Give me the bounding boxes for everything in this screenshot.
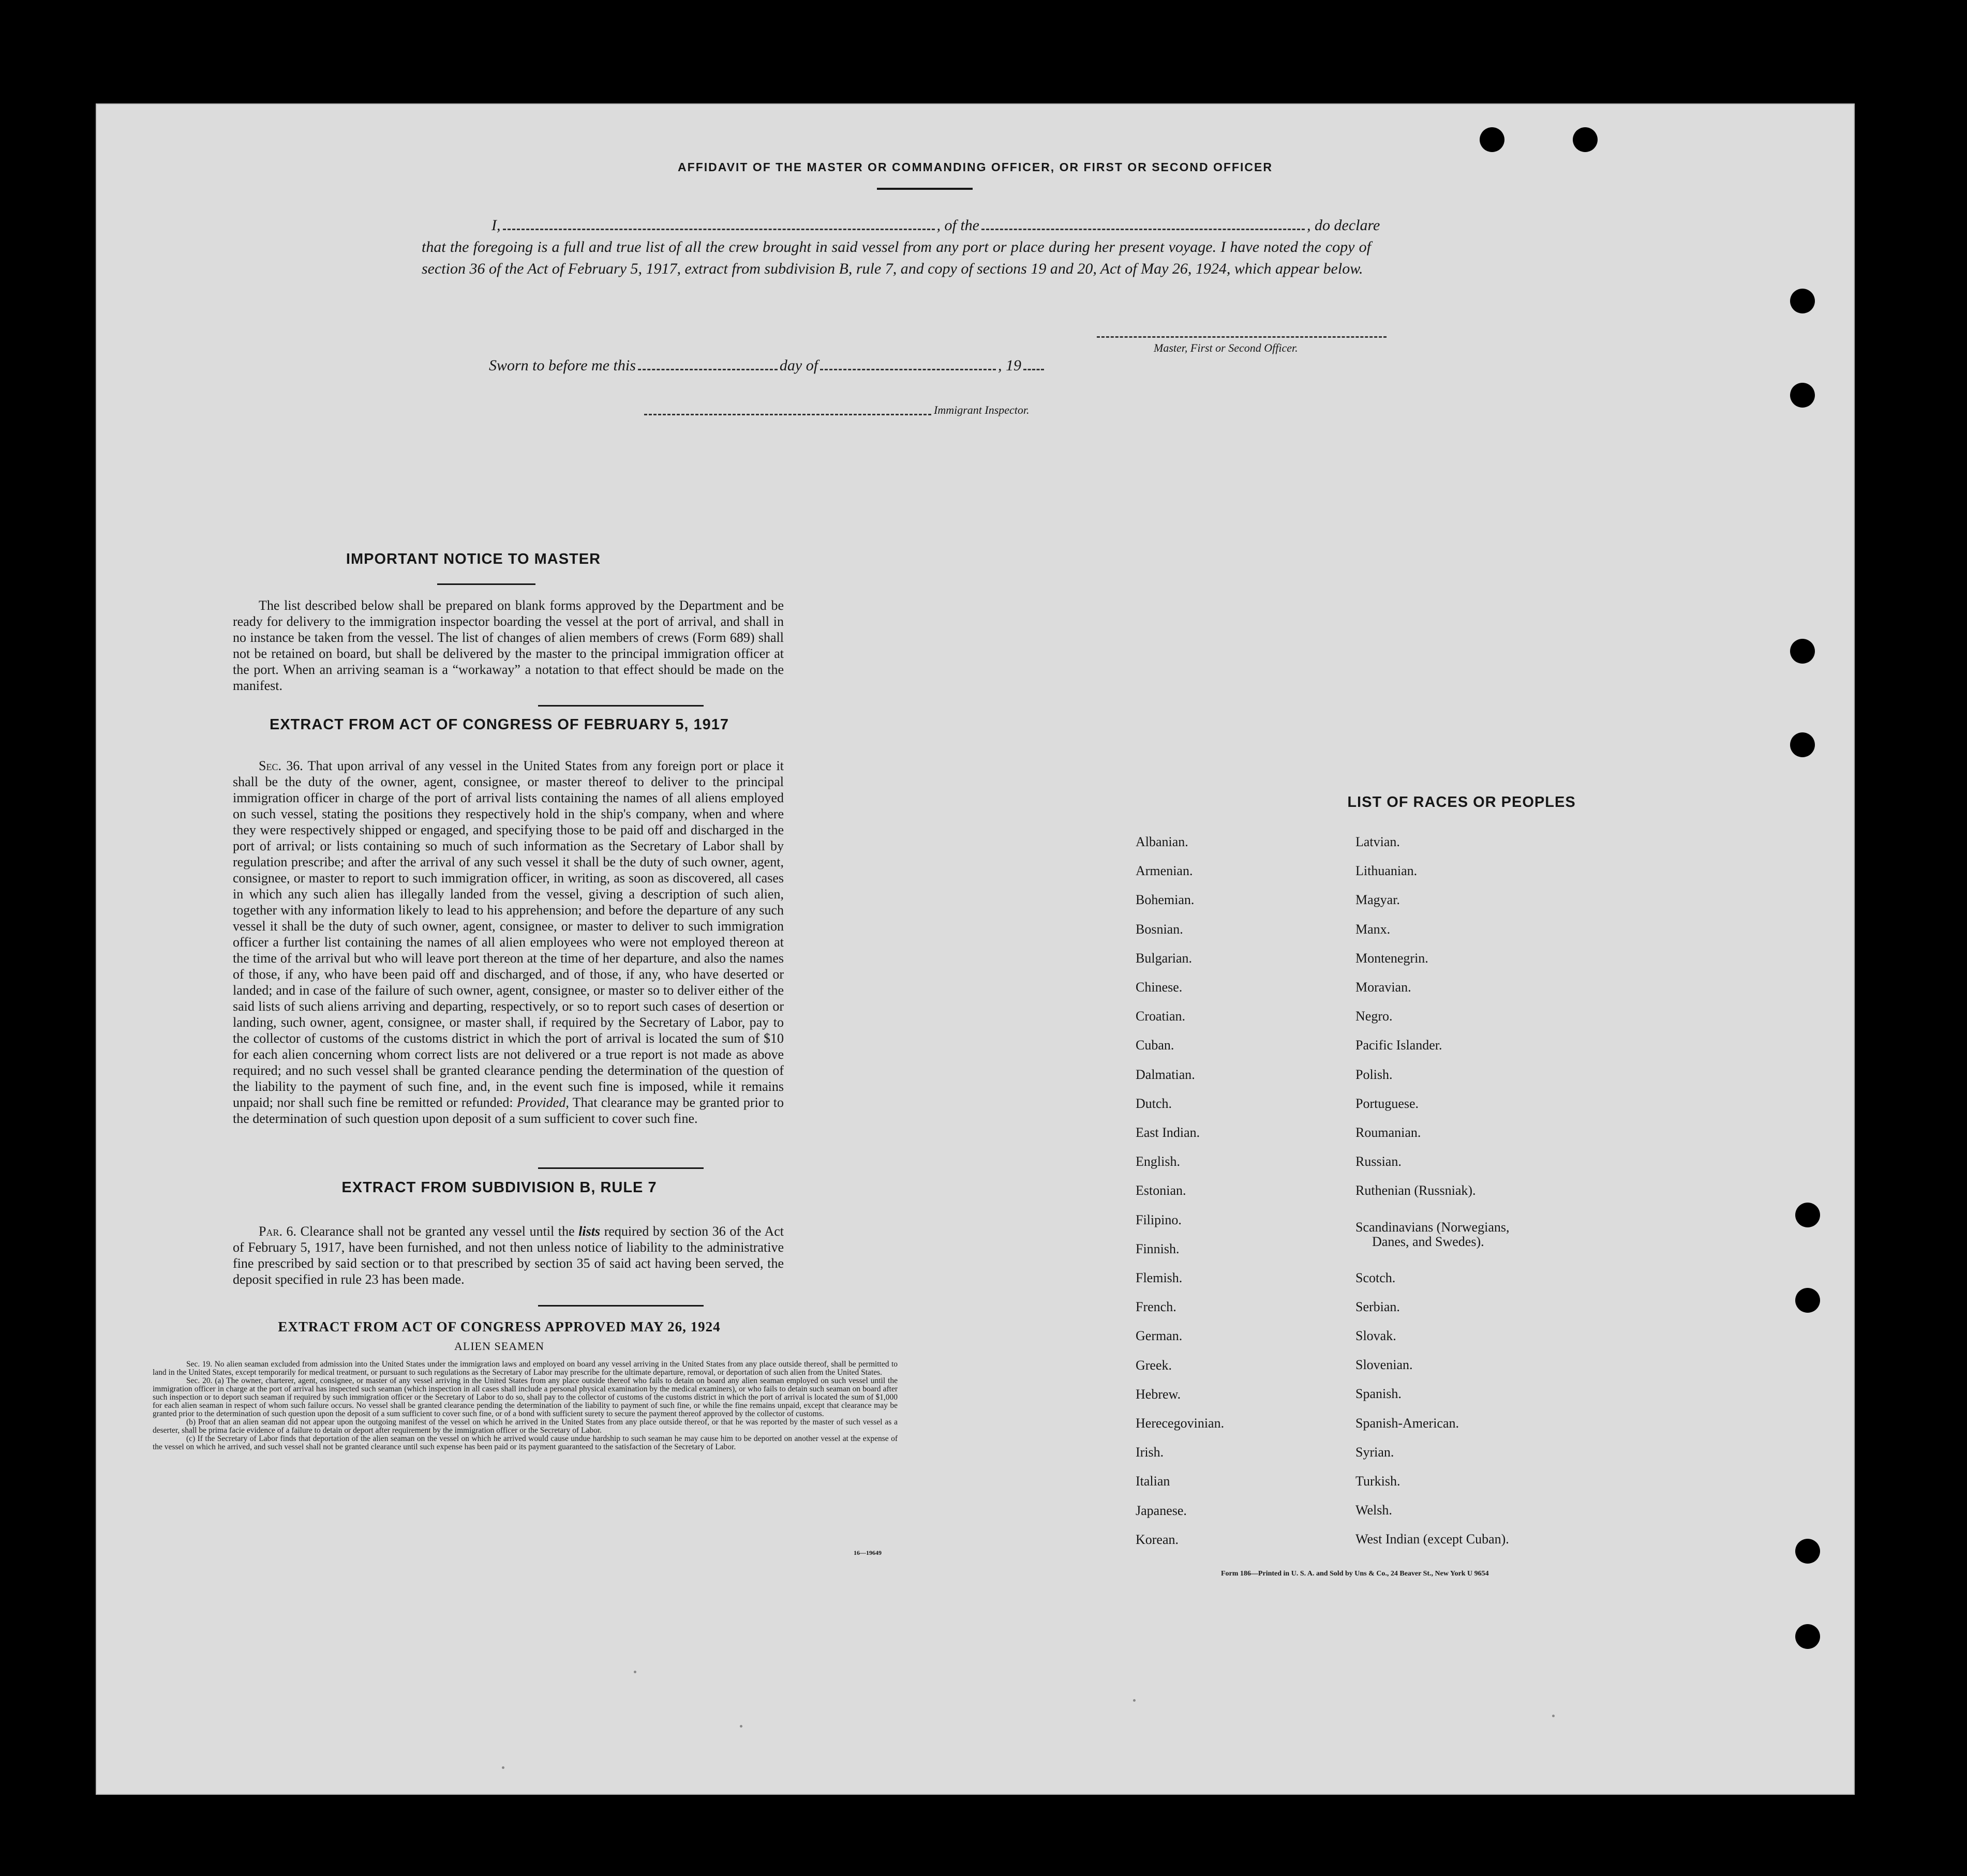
race-item: Albanian. bbox=[1136, 834, 1188, 849]
race-item: Spanish. bbox=[1355, 1386, 1402, 1402]
master-signature-label: Master, First or Second Officer. bbox=[1154, 341, 1298, 354]
inspector-signature-line[interactable] bbox=[644, 414, 931, 415]
race-item: Dalmatian. bbox=[1136, 1067, 1195, 1082]
race-item: Korean. bbox=[1136, 1532, 1179, 1547]
sworn-month-blank[interactable] bbox=[820, 369, 996, 370]
race-item: Herecegovinian. bbox=[1136, 1416, 1225, 1431]
race-item: Manx. bbox=[1355, 921, 1391, 937]
form-printer-note: Form 186—Printed in U. S. A. and Sold by Uns & Co., 24 Beaver St., New York U 9654 bbox=[1221, 1570, 1489, 1578]
race-item: English. bbox=[1136, 1154, 1180, 1169]
race-item: Syrian. bbox=[1355, 1444, 1394, 1460]
punch-hole bbox=[1795, 1624, 1820, 1649]
scan-speck bbox=[634, 1671, 636, 1673]
race-item: East Indian. bbox=[1136, 1125, 1200, 1140]
race-item: Scandinavians (Norwegians, bbox=[1355, 1219, 1510, 1235]
notice-heading: IMPORTANT NOTICE TO MASTER bbox=[346, 551, 601, 567]
scan-speck bbox=[1133, 1699, 1136, 1702]
section-rule bbox=[538, 1305, 704, 1307]
punch-hole bbox=[1795, 1539, 1820, 1564]
i-label: I, bbox=[491, 217, 501, 234]
race-item: Roumanian. bbox=[1355, 1125, 1421, 1140]
title-rule bbox=[877, 188, 973, 190]
race-item: Estonian. bbox=[1136, 1183, 1186, 1198]
scan-speck bbox=[740, 1725, 742, 1728]
race-item: Pacific Islander. bbox=[1355, 1038, 1442, 1053]
race-item: Finnish. bbox=[1136, 1241, 1180, 1256]
race-item: Portuguese. bbox=[1355, 1095, 1419, 1111]
affidavit-title: AFFIDAVIT OF THE MASTER OR COMMANDING OFFICER, OR FIRST OR SECOND OFFICER bbox=[678, 160, 1273, 174]
race-item: Flemish. bbox=[1136, 1270, 1183, 1286]
notice-text: The list described below shall be prepared on blank forms approved by the Department and be ready for delivery to the immigration inspector boarding the vessel at the port of arrival, and shall in no instance be taken from the vessel. The list of changes of alien members of crews (Form 689) shall not be retained on board, but shall be delivered by the master to the principal immigration officer at the port. When an arriving seaman is a “workaway” a notation to that effect should be made on the manifest. bbox=[233, 598, 784, 693]
punch-hole bbox=[1573, 127, 1598, 152]
race-item: Negro. bbox=[1355, 1009, 1393, 1024]
affidavit-body bbox=[422, 215, 1380, 280]
sec-19-text: Sec. 19. No alien seaman excluded from admission into the United States under the immigration laws and employed on board any vessel arriving in the United States from any place outside thereof, shall be permitted to land in the United States, except temporarily for medical treatment, or pursuant to such regulations as the Secretary of Labor may prescribe for the ultimate departure, removal, or deportation of such alien from the United States. bbox=[153, 1360, 898, 1377]
race-item: Danes, and Swedes). bbox=[1372, 1234, 1484, 1249]
act-1917-heading: EXTRACT FROM ACT OF CONGRESS OF FEBRUARY 5, 1917 bbox=[269, 716, 729, 733]
race-item: Bohemian. bbox=[1136, 892, 1195, 908]
race-item: Scotch. bbox=[1355, 1270, 1396, 1285]
race-item: Spanish-American. bbox=[1355, 1415, 1459, 1431]
race-item: Turkish. bbox=[1355, 1474, 1400, 1489]
race-item: Filipino. bbox=[1136, 1212, 1182, 1227]
race-item: Latvian. bbox=[1355, 834, 1400, 849]
race-item: Serbian. bbox=[1355, 1299, 1400, 1314]
race-item: Bulgarian. bbox=[1136, 950, 1193, 966]
race-item: Montenegrin. bbox=[1355, 950, 1428, 966]
race-item: Russian. bbox=[1355, 1154, 1402, 1169]
race-item: Moravian. bbox=[1355, 980, 1411, 995]
race-item: Magyar. bbox=[1355, 892, 1400, 908]
scan-speck bbox=[502, 1766, 504, 1769]
inspector-signature-label: Immigrant Inspector. bbox=[934, 403, 1030, 416]
of-the-label: , of the bbox=[936, 217, 979, 234]
race-item: Hebrew. bbox=[1136, 1386, 1181, 1402]
alien-seamen-subheading: ALIEN SEAMEN bbox=[454, 1340, 544, 1353]
master-signature-line[interactable] bbox=[1097, 336, 1387, 338]
punch-hole bbox=[1795, 1203, 1820, 1227]
sec-20c-text: (c) If the Secretary of Labor finds that deportation of the alien seaman on the vessel on which he arrived would cause undue hardship to such seaman he may cause him to be deported on another vessel at the expense of the vessel on which he arrived, and such vessel shall not be granted clearance until such expense has been paid or its payment guaranteed to the satisfaction of the Secretary of Labor. bbox=[153, 1434, 898, 1451]
declaration-text: that the foregoing is a full and true list of all the crew brought in said vessel from any port or place during her present voyage. I have noted the copy of section 36 of the Act of February 5, 1917, extract from subdivision B, rule 7, and copy of sections 19 and 20, Act of May 26, 1924, which appear below. bbox=[422, 238, 1371, 277]
sec-36-label: Sec. 36. bbox=[259, 758, 303, 773]
race-item: Slovak. bbox=[1355, 1328, 1396, 1344]
race-item: Greek. bbox=[1136, 1357, 1172, 1373]
name-blank[interactable] bbox=[503, 229, 935, 230]
race-item: Japanese. bbox=[1136, 1503, 1187, 1518]
vessel-blank[interactable] bbox=[981, 229, 1305, 230]
race-item: Irish. bbox=[1136, 1445, 1164, 1460]
day-of-label: day of bbox=[779, 357, 818, 374]
rule-7-text: Par. 6. Clearance shall not be granted any vessel until the lists required by section 36 of the Act of February 5, 1917, have been furnished, and not then unless notice of liability to the administrative fine prescribed by said section or to that prescribed by section 35 of said act having been served, the deposit specified in rule 23 has been made. bbox=[233, 1224, 784, 1287]
race-item: Armenian. bbox=[1136, 863, 1193, 879]
race-item: Italian bbox=[1136, 1474, 1170, 1489]
do-declare-label: , do declare bbox=[1307, 217, 1380, 234]
race-item: Welsh. bbox=[1355, 1503, 1392, 1518]
race-item: Bosnian. bbox=[1136, 921, 1183, 937]
print-code: 16—19649 bbox=[854, 1549, 882, 1556]
year-label: , 19 bbox=[998, 357, 1022, 374]
race-item: French. bbox=[1136, 1299, 1176, 1315]
race-item: Polish. bbox=[1355, 1067, 1393, 1082]
races-left-column bbox=[1136, 828, 1224, 1554]
act-1924-heading: EXTRACT FROM ACT OF CONGRESS APPROVED MAY 26, 1924 bbox=[278, 1319, 721, 1334]
sec-20b-text: (b) Proof that an alien seaman did not appear upon the outgoing manifest of the vessel on which he arrived in the United States from any place outside thereof, or that he was reported by the master of such vessel as a deserter, shall be prima facie evidence of a failure to detain or deport after requirement by the immigration officer or the Secretary of Labor. bbox=[153, 1418, 898, 1435]
race-item: Chinese. bbox=[1136, 980, 1183, 995]
races-right-column bbox=[1355, 828, 1509, 1554]
punch-hole bbox=[1480, 127, 1504, 152]
race-item: Slovenian. bbox=[1355, 1357, 1413, 1373]
race-item: Ruthenian (Russniak). bbox=[1355, 1183, 1476, 1198]
race-item: Lithuanian. bbox=[1355, 863, 1418, 879]
par-6-label: Par. 6. bbox=[259, 1224, 297, 1239]
races-heading: LIST OF RACES OR PEOPLES bbox=[1347, 794, 1576, 811]
punch-hole bbox=[1790, 732, 1815, 757]
sworn-line bbox=[489, 357, 1046, 374]
sworn-label: Sworn to before me this bbox=[489, 357, 636, 374]
section-rule bbox=[538, 705, 704, 707]
act-1917-text: Sec. 36. That upon arrival of any vessel in the United States from any foreign port or place it shall be the duty of the owner, agent, consignee, or master thereof to deliver to the principal immigration officer in charge of the port of arrival lists containing the names of all aliens employed on such vessel, stating the positions they respectively hold in the ship's company, when and where they were respectively shipped or engaged, and specifying those to be paid off and discharged in the port of arrival; or lists containing so much of such information as the Secretary of Labor shall by regulation prescribe; and after the arrival of any such vessel it shall be the duty of such owner, agent, consignee, or master to report to such immigration officer, in writing, as soon as discovered, all cases in which any such alien has illegally landed from the vessel, giving a description of such alien, together with any information likely to lead to his apprehension; and before the departure of any such vessel it shall be the duty of such owner, agent, consignee, or master to deliver to such immigration officer a further list containing the names of all alien employees who were not employed thereon at the time of the arrival but who will leave port thereon at the time of her departure, and also the names of those, if any, who have been paid off and discharged, and of those, if any, who have deserted or landed; and in case of the failure of such owner, agent, consignee, or master so to deliver either of the said lists of such aliens arriving and departing, respectively, or so to report such cases of desertion or landing, such owner, agent, consignee, or master shall, if required by the Secretary of Labor, pay to the collector of customs of the customs district in which the port of arrival is located the sum of $10 for each alien concerning whom correct lists are not delivered or a true report is not made as above required; and no such vessel shall be granted clearance pending the determination of the question of the liability to the payment of such fine, and, in the event such fine is imposed, while it remains unpaid; nor shall such fine be remitted or refunded: Provided, That clearance may be granted prior to the determination of such question upon deposit of a sum sufficient to cover such fine. bbox=[233, 758, 784, 1126]
scan-speck bbox=[1552, 1715, 1555, 1717]
rule-7-heading: EXTRACT FROM SUBDIVISION B, RULE 7 bbox=[341, 1179, 657, 1196]
act-1924-text bbox=[153, 1360, 898, 1451]
race-item: Cuban. bbox=[1136, 1038, 1174, 1053]
punch-hole bbox=[1790, 289, 1815, 313]
race-item: Dutch. bbox=[1136, 1095, 1172, 1111]
race-item: West Indian (except Cuban). bbox=[1355, 1532, 1509, 1547]
sec-20a-text: Sec. 20. (a) The owner, charterer, agent, consignee, or master of any vessel arriving in the United States from any place outside thereof who fails to detain on board any alien seaman employed on such vessel until the immigration officer in charge at the port of arrival has inspected such seaman (which inspection in all cases shall include a personal physical examination by the medical examiners), or who fails to detain such seaman on board after such inspection or to deport such seaman if required by such immigration officer or the Secretary of Labor to do so, shall pay to the collector of customs of the customs district in which the port of arrival is located the sum of $1,000 for each alien seaman in respect of whom such failure occurs. No vessel shall be granted clearance pending the determination of the liability to payment of such fine, or while the fine remains unpaid, except that clearance may be granted prior to the determination of such question upon the deposit of a sum sufficient to cover such fine, or of a bond with sufficient surety to secure the payment thereof approved by the collector of customs. bbox=[153, 1376, 898, 1418]
punch-hole bbox=[1790, 639, 1815, 664]
punch-hole bbox=[1790, 383, 1815, 408]
section-rule bbox=[437, 583, 535, 585]
sworn-day-blank[interactable] bbox=[638, 369, 778, 370]
race-item: Croatian. bbox=[1136, 1009, 1186, 1024]
document-page bbox=[96, 103, 1855, 1795]
race-item: German. bbox=[1136, 1328, 1183, 1344]
section-rule bbox=[538, 1167, 704, 1169]
sworn-year-blank[interactable] bbox=[1023, 369, 1044, 370]
punch-hole bbox=[1795, 1288, 1820, 1313]
